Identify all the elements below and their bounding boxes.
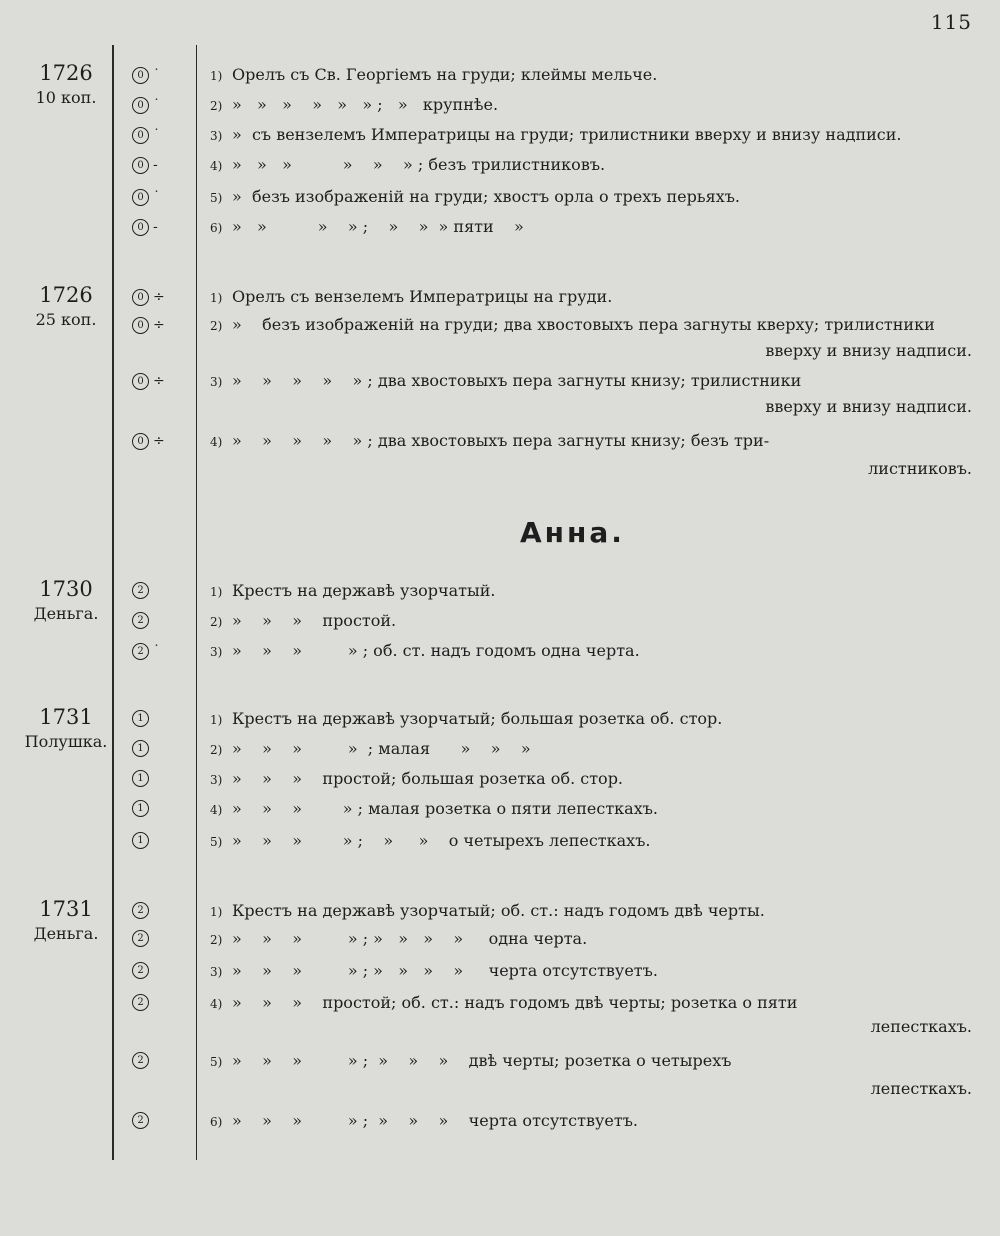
circled-number-icon: 0 bbox=[132, 157, 149, 174]
catalog-entry bbox=[210, 988, 980, 1019]
entry-number: 1) bbox=[210, 69, 223, 83]
circled-number-icon: 1 bbox=[132, 832, 149, 849]
entry-number: 2) bbox=[210, 319, 223, 333]
entry-number: 5) bbox=[210, 1055, 223, 1069]
rarity-mark bbox=[132, 710, 172, 727]
circled-number-icon: 0 bbox=[132, 97, 149, 114]
circled-number-icon: 2 bbox=[132, 643, 149, 660]
year-heading bbox=[20, 282, 112, 332]
entry-text: Орелъ съ вензелемъ Императрицы на груди. bbox=[232, 287, 613, 306]
rarity-mark bbox=[132, 642, 172, 660]
year-value: 1726 bbox=[39, 61, 93, 85]
year-heading bbox=[20, 896, 112, 946]
denomination-label: Деньга. bbox=[33, 924, 99, 943]
catalog-entry bbox=[210, 956, 980, 987]
rarity-mark bbox=[132, 582, 172, 599]
circled-number-icon: 0 bbox=[132, 433, 149, 450]
entry-continuation: лепесткахъ. bbox=[870, 1079, 972, 1098]
rarity-mark bbox=[132, 66, 172, 84]
entry-number: 2) bbox=[210, 743, 223, 757]
rarity-mark bbox=[132, 800, 172, 817]
entry-number: 3) bbox=[210, 773, 223, 787]
denomination-label: 25 коп. bbox=[35, 310, 97, 329]
rarity-mark bbox=[132, 770, 172, 787]
rarity-mark bbox=[132, 832, 172, 849]
circled-number-icon: 2 bbox=[132, 582, 149, 599]
column-rule-right bbox=[196, 45, 197, 1160]
catalog-entry bbox=[210, 576, 980, 607]
entry-continuation: лепесткахъ. bbox=[870, 1017, 972, 1036]
entry-number: 6) bbox=[210, 1115, 223, 1129]
catalog-entry bbox=[210, 426, 980, 457]
section-title: Анна. bbox=[520, 516, 625, 549]
entry-number: 1) bbox=[210, 905, 223, 919]
entry-text: Крестъ на державѣ узорчатый. bbox=[232, 581, 496, 600]
entry-text: » » » » ; малая » » » bbox=[232, 739, 531, 758]
circled-number-icon: 0 bbox=[132, 317, 149, 334]
entry-text: » » » » ; » » » двѣ черты; розетка о четырехъ bbox=[232, 1051, 732, 1070]
entry-text: » » » простой. bbox=[232, 611, 397, 630]
entry-number: 1) bbox=[210, 291, 223, 305]
rarity-mark bbox=[132, 188, 172, 206]
catalog-entry bbox=[210, 282, 980, 313]
circled-number-icon: 1 bbox=[132, 740, 149, 757]
circled-number-icon: 2 bbox=[132, 612, 149, 629]
rarity-mark bbox=[132, 1052, 172, 1069]
circled-number-icon: 2 bbox=[132, 902, 149, 919]
year-heading bbox=[20, 576, 112, 626]
catalog-entry bbox=[210, 924, 980, 955]
year-value: 1731 bbox=[39, 897, 93, 921]
page-number: 115 bbox=[930, 10, 972, 34]
rarity-mark bbox=[132, 962, 172, 979]
circled-number-icon: 1 bbox=[132, 710, 149, 727]
circled-number-icon: 0 bbox=[132, 219, 149, 236]
circled-number-icon: 0 bbox=[132, 289, 149, 306]
catalog-entry bbox=[210, 704, 980, 735]
entry-continuation: листниковъ. bbox=[868, 459, 972, 478]
catalog-entry bbox=[210, 734, 980, 765]
circled-number-icon: 0 bbox=[132, 127, 149, 144]
entry-text: » » » » » ; два хвостовыхъ пера загнуты книзу; безъ три- bbox=[232, 431, 770, 450]
year-value: 1731 bbox=[39, 705, 93, 729]
entry-number: 4) bbox=[210, 159, 223, 173]
rarity-mark bbox=[132, 902, 172, 919]
entry-number: 4) bbox=[210, 435, 223, 449]
entry-number: 2) bbox=[210, 933, 223, 947]
rarity-suffix: ˙ bbox=[153, 127, 160, 143]
catalog-entry bbox=[210, 764, 980, 795]
entry-number: 3) bbox=[210, 645, 223, 659]
rarity-mark bbox=[132, 316, 172, 334]
entry-text: » » » простой; об. ст.: надъ годомъ двѣ черты; розетка о пяти bbox=[232, 993, 798, 1012]
entry-number: 4) bbox=[210, 803, 223, 817]
denomination-label: Полушка. bbox=[24, 732, 108, 751]
circled-number-icon: 1 bbox=[132, 800, 149, 817]
rarity-mark bbox=[132, 96, 172, 114]
catalog-entry bbox=[210, 90, 980, 121]
catalog-entry bbox=[210, 60, 980, 91]
catalog-entry bbox=[210, 120, 980, 151]
rarity-mark bbox=[132, 612, 172, 629]
year-value: 1730 bbox=[39, 577, 93, 601]
entry-text: » » » » » » ; безъ трилистниковъ. bbox=[232, 155, 606, 174]
rarity-mark bbox=[132, 432, 172, 450]
rarity-mark bbox=[132, 994, 172, 1011]
year-heading bbox=[20, 60, 112, 110]
rarity-mark bbox=[132, 930, 172, 947]
entry-number: 5) bbox=[210, 191, 223, 205]
rarity-suffix: - bbox=[153, 157, 158, 173]
entry-continuation: вверху и внизу надписи. bbox=[765, 397, 972, 416]
rarity-suffix: ÷ bbox=[153, 433, 165, 449]
entry-number: 3) bbox=[210, 375, 223, 389]
catalog-entry bbox=[210, 826, 980, 857]
catalog-entry bbox=[210, 182, 980, 213]
entry-number: 2) bbox=[210, 99, 223, 113]
entry-number: 5) bbox=[210, 835, 223, 849]
column-rule-left bbox=[112, 45, 114, 1160]
circled-number-icon: 1 bbox=[132, 770, 149, 787]
entry-text: » » » » ; » » » пяти » bbox=[232, 217, 524, 236]
year-heading bbox=[20, 704, 112, 754]
rarity-mark bbox=[132, 372, 172, 390]
denomination-label: 10 коп. bbox=[35, 88, 97, 107]
catalog-entry bbox=[210, 636, 980, 667]
entry-text: » безъ изображеній на груди; два хвостовыхъ пера загнуты кверху; трилистники bbox=[232, 315, 935, 334]
circled-number-icon: 0 bbox=[132, 373, 149, 390]
rarity-suffix: ÷ bbox=[153, 289, 165, 305]
catalog-entry bbox=[210, 794, 980, 825]
entry-number: 4) bbox=[210, 997, 223, 1011]
rarity-suffix: ˙ bbox=[153, 189, 160, 205]
catalog-entry bbox=[210, 1106, 980, 1137]
rarity-mark bbox=[132, 218, 172, 236]
entry-text: » безъ изображеній на груди; хвостъ орла о трехъ перьяхъ. bbox=[232, 187, 740, 206]
denomination-label: Деньга. bbox=[33, 604, 99, 623]
entry-text: Крестъ на державѣ узорчатый; большая розетка об. стор. bbox=[232, 709, 723, 728]
rarity-suffix: ˙ bbox=[153, 643, 160, 659]
entry-continuation: вверху и внизу надписи. bbox=[765, 341, 972, 360]
entry-number: 1) bbox=[210, 713, 223, 727]
rarity-suffix: ÷ bbox=[153, 373, 165, 389]
rarity-mark bbox=[132, 1112, 172, 1129]
entry-text: » » » простой; большая розетка об. стор. bbox=[232, 769, 624, 788]
entry-text: » » » » » ; два хвостовыхъ пера загнуты книзу; трилистники bbox=[232, 371, 802, 390]
entry-number: 6) bbox=[210, 221, 223, 235]
year-value: 1726 bbox=[39, 283, 93, 307]
catalog-entry bbox=[210, 1046, 980, 1077]
circled-number-icon: 0 bbox=[132, 189, 149, 206]
rarity-suffix: - bbox=[153, 219, 158, 235]
rarity-mark bbox=[132, 126, 172, 144]
catalog-entry bbox=[210, 150, 980, 181]
entry-text: » » » » ; » » » » одна черта. bbox=[232, 929, 588, 948]
catalog-entry bbox=[210, 896, 980, 927]
catalog-entry bbox=[210, 212, 980, 243]
rarity-mark bbox=[132, 156, 172, 174]
entry-text: Орелъ съ Св. Георгіемъ на груди; клеймы мельче. bbox=[232, 65, 658, 84]
rarity-suffix: ˙ bbox=[153, 97, 160, 113]
entry-number: 3) bbox=[210, 129, 223, 143]
entry-text: » » » » ; малая розетка о пяти лепесткахъ. bbox=[232, 799, 658, 818]
entry-text: Крестъ на державѣ узорчатый; об. ст.: надъ годомъ двѣ черты. bbox=[232, 901, 765, 920]
entry-text: » » » » ; » » » » черта отсутствуетъ. bbox=[232, 961, 658, 980]
rarity-suffix: ÷ bbox=[153, 317, 165, 333]
entry-number: 3) bbox=[210, 965, 223, 979]
circled-number-icon: 2 bbox=[132, 1052, 149, 1069]
entry-number: 1) bbox=[210, 585, 223, 599]
rarity-mark bbox=[132, 288, 172, 306]
circled-number-icon: 2 bbox=[132, 1112, 149, 1129]
entry-text: » » » » » » ; » крупнѣе. bbox=[232, 95, 499, 114]
entry-number: 2) bbox=[210, 615, 223, 629]
entry-text: » съ вензелемъ Императрицы на груди; трилистники вверху и внизу надписи. bbox=[232, 125, 902, 144]
circled-number-icon: 2 bbox=[132, 962, 149, 979]
circled-number-icon: 0 bbox=[132, 67, 149, 84]
circled-number-icon: 2 bbox=[132, 930, 149, 947]
catalog-entry bbox=[210, 606, 980, 637]
rarity-suffix: ˙ bbox=[153, 67, 160, 83]
entry-text: » » » » ; об. ст. надъ годомъ одна черта. bbox=[232, 641, 640, 660]
entry-text: » » » » ; » » » черта отсутствуетъ. bbox=[232, 1111, 638, 1130]
circled-number-icon: 2 bbox=[132, 994, 149, 1011]
rarity-mark bbox=[132, 740, 172, 757]
entry-text: » » » » ; » » о четырехъ лепесткахъ. bbox=[232, 831, 651, 850]
